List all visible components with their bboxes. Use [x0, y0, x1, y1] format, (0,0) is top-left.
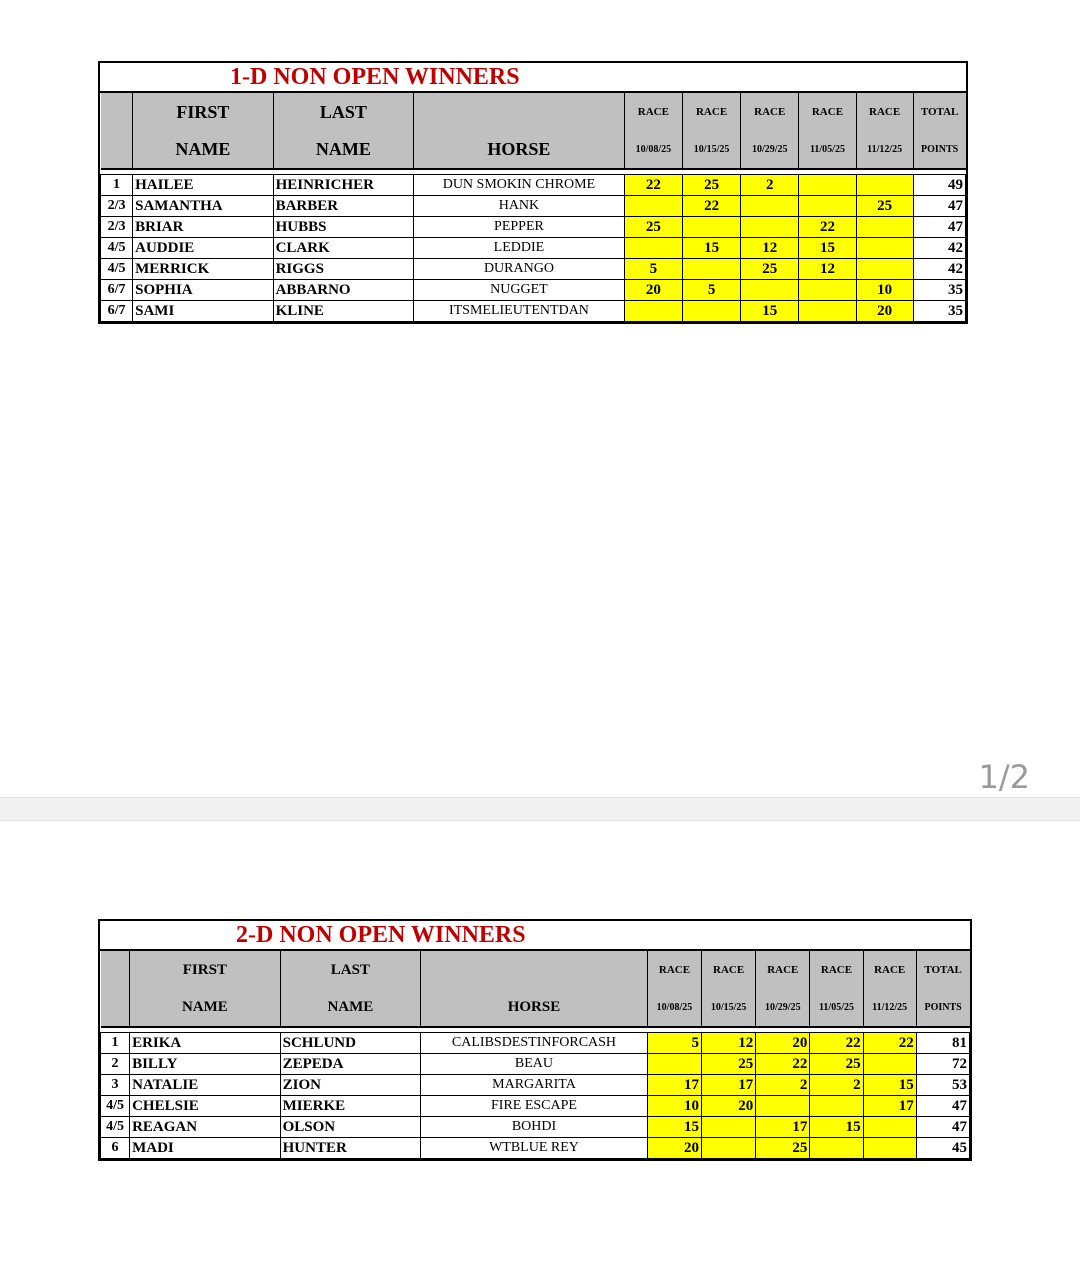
table-row	[101, 259, 966, 280]
race-header-1: RACE	[647, 951, 701, 989]
race-points-cell: 5	[647, 1033, 701, 1054]
rank-header-bottom	[101, 131, 133, 169]
race-points-cell	[810, 1138, 863, 1159]
race-points-cell: 2	[810, 1075, 863, 1096]
rank-cell: 1	[101, 175, 133, 196]
race-points-cell	[624, 238, 682, 259]
race-points-cell: 10	[856, 280, 913, 301]
first-name-cell: SOPHIA	[133, 280, 273, 301]
rank-header	[101, 93, 133, 131]
standings-table-2d	[98, 919, 972, 1161]
first-name-cell: HAILEE	[133, 175, 273, 196]
rank-cell: 4/5	[101, 259, 133, 280]
last-name-cell: KLINE	[273, 301, 413, 322]
race-points-cell: 15	[863, 1075, 916, 1096]
race-points-cell: 25	[682, 175, 740, 196]
race-points-cell: 25	[756, 1138, 810, 1159]
race-points-cell: 15	[647, 1117, 701, 1138]
race-points-cell	[702, 1138, 756, 1159]
table-row	[101, 1117, 970, 1138]
race-points-cell: 2	[741, 175, 799, 196]
first-name-cell: BILLY	[130, 1054, 281, 1075]
last-name-cell: HUNTER	[280, 1138, 420, 1159]
last-name-cell: SCHLUND	[280, 1033, 420, 1054]
horse-header-top	[421, 951, 648, 989]
race-points-cell: 17	[647, 1075, 701, 1096]
first-name-cell: SAMI	[133, 301, 273, 322]
table-row	[101, 217, 966, 238]
last-name-cell: HEINRICHER	[273, 175, 413, 196]
standings-table-1d	[98, 61, 968, 324]
last-name-cell: OLSON	[280, 1117, 420, 1138]
page-indicator: 1/2	[978, 758, 1030, 796]
table-row	[101, 196, 966, 217]
race-date-5: 11/12/25	[863, 989, 916, 1027]
race-date-1: 10/08/25	[647, 989, 701, 1027]
race-points-cell	[741, 196, 799, 217]
horse-cell: HANK	[414, 196, 625, 217]
race-points-cell: 22	[756, 1054, 810, 1075]
standings-grid	[100, 951, 970, 1159]
total-header-top: TOTAL	[913, 93, 965, 131]
horse-cell: FIRE ESCAPE	[421, 1096, 648, 1117]
total-points-cell: 42	[913, 259, 965, 280]
race-points-cell: 20	[647, 1138, 701, 1159]
first-name-cell: BRIAR	[133, 217, 273, 238]
race-points-cell	[799, 280, 856, 301]
race-points-cell: 20	[624, 280, 682, 301]
horse-header: HORSE	[414, 131, 625, 169]
table-row	[101, 1054, 970, 1075]
first-name-cell: MADI	[130, 1138, 281, 1159]
standings-grid	[100, 93, 966, 322]
horse-cell: PEPPER	[414, 217, 625, 238]
race-date-2: 10/15/25	[702, 989, 756, 1027]
race-points-cell	[682, 301, 740, 322]
total-points-cell: 47	[913, 196, 965, 217]
race-header-5: RACE	[863, 951, 916, 989]
rank-cell: 4/5	[101, 1096, 130, 1117]
table-title: 1-D NON OPEN WINNERS	[230, 64, 520, 90]
race-date-4: 11/05/25	[810, 989, 863, 1027]
table-title: 2-D NON OPEN WINNERS	[236, 922, 526, 948]
horse-cell: WTBLUE REY	[421, 1138, 648, 1159]
rank-cell: 3	[101, 1075, 130, 1096]
race-points-cell: 22	[624, 175, 682, 196]
last-name-cell: MIERKE	[280, 1096, 420, 1117]
race-points-cell	[863, 1054, 916, 1075]
table-row	[101, 238, 966, 259]
first-name-cell: NATALIE	[130, 1075, 281, 1096]
total-points-cell: 72	[916, 1054, 969, 1075]
total-points-cell: 47	[913, 217, 965, 238]
first-name-header-top: FIRST	[133, 93, 273, 131]
race-points-cell: 15	[741, 301, 799, 322]
race-points-cell	[799, 175, 856, 196]
horse-cell: BOHDI	[421, 1117, 648, 1138]
rank-cell: 2	[101, 1054, 130, 1075]
horse-cell: LEDDIE	[414, 238, 625, 259]
last-name-header-bottom: NAME	[280, 989, 420, 1027]
race-points-cell	[856, 217, 913, 238]
page-divider	[0, 797, 1080, 821]
rank-cell: 2/3	[101, 196, 133, 217]
race-points-cell	[856, 238, 913, 259]
last-name-cell: ZEPEDA	[280, 1054, 420, 1075]
race-points-cell	[741, 280, 799, 301]
race-date-2: 10/15/25	[682, 131, 740, 169]
race-header-2: RACE	[682, 93, 740, 131]
first-name-cell: SAMANTHA	[133, 196, 273, 217]
race-points-cell: 25	[741, 259, 799, 280]
race-points-cell: 12	[799, 259, 856, 280]
rank-header	[101, 951, 130, 989]
race-points-cell	[856, 259, 913, 280]
first-name-cell: AUDDIE	[133, 238, 273, 259]
race-points-cell: 12	[702, 1033, 756, 1054]
race-header-3: RACE	[741, 93, 799, 131]
horse-cell: DUN SMOKIN CHROME	[414, 175, 625, 196]
race-header-4: RACE	[799, 93, 856, 131]
table-row	[101, 1138, 970, 1159]
race-header-5: RACE	[856, 93, 913, 131]
last-name-cell: ZION	[280, 1075, 420, 1096]
horse-cell: BEAU	[421, 1054, 648, 1075]
race-points-cell	[682, 217, 740, 238]
race-points-cell: 17	[702, 1075, 756, 1096]
race-points-cell: 25	[624, 217, 682, 238]
race-points-cell: 17	[863, 1096, 916, 1117]
total-points-cell: 35	[913, 301, 965, 322]
race-points-cell	[810, 1096, 863, 1117]
last-name-header-bottom: NAME	[273, 131, 413, 169]
rank-cell: 6	[101, 1138, 130, 1159]
rank-cell: 2/3	[101, 217, 133, 238]
rank-cell: 4/5	[101, 1117, 130, 1138]
race-points-cell: 17	[756, 1117, 810, 1138]
total-points-cell: 45	[916, 1138, 969, 1159]
rank-cell: 6/7	[101, 280, 133, 301]
total-points-cell: 47	[916, 1117, 969, 1138]
last-name-cell: BARBER	[273, 196, 413, 217]
rank-cell: 4/5	[101, 238, 133, 259]
table-row	[101, 301, 966, 322]
horse-cell: DURANGO	[414, 259, 625, 280]
race-points-cell: 22	[863, 1033, 916, 1054]
race-header-3: RACE	[756, 951, 810, 989]
total-header-bottom: POINTS	[916, 989, 969, 1027]
race-date-3: 10/29/25	[756, 989, 810, 1027]
race-points-cell: 22	[799, 217, 856, 238]
race-points-cell: 20	[856, 301, 913, 322]
race-points-cell: 20	[756, 1033, 810, 1054]
first-name-cell: CHELSIE	[130, 1096, 281, 1117]
total-points-cell: 81	[916, 1033, 969, 1054]
last-name-header-top: LAST	[273, 93, 413, 131]
table-row	[101, 280, 966, 301]
race-points-cell	[624, 196, 682, 217]
race-points-cell: 15	[810, 1117, 863, 1138]
race-points-cell: 5	[682, 280, 740, 301]
table-row	[101, 1075, 970, 1096]
race-points-cell: 25	[810, 1054, 863, 1075]
first-name-cell: MERRICK	[133, 259, 273, 280]
table-row	[101, 1096, 970, 1117]
race-points-cell	[799, 196, 856, 217]
race-points-cell: 5	[624, 259, 682, 280]
total-points-cell: 42	[913, 238, 965, 259]
horse-header: HORSE	[421, 989, 648, 1027]
table-row	[101, 175, 966, 196]
table-title-row	[100, 921, 970, 951]
race-header-1: RACE	[624, 93, 682, 131]
last-name-header-top: LAST	[280, 951, 420, 989]
horse-cell: CALIBSDESTINFORCASH	[421, 1033, 648, 1054]
race-points-cell	[863, 1138, 916, 1159]
race-date-1: 10/08/25	[624, 131, 682, 169]
first-name-cell: REAGAN	[130, 1117, 281, 1138]
rank-header-bottom	[101, 989, 130, 1027]
race-date-5: 11/12/25	[856, 131, 913, 169]
total-points-cell: 47	[916, 1096, 969, 1117]
last-name-cell: RIGGS	[273, 259, 413, 280]
total-points-cell: 49	[913, 175, 965, 196]
race-points-cell: 15	[799, 238, 856, 259]
total-points-cell: 53	[916, 1075, 969, 1096]
race-points-cell	[624, 301, 682, 322]
last-name-cell: HUBBS	[273, 217, 413, 238]
race-points-cell: 2	[756, 1075, 810, 1096]
race-header-2: RACE	[702, 951, 756, 989]
race-points-cell	[682, 259, 740, 280]
horse-cell: ITSMELIEUTENTDAN	[414, 301, 625, 322]
race-points-cell	[863, 1117, 916, 1138]
race-points-cell: 15	[682, 238, 740, 259]
race-points-cell	[799, 301, 856, 322]
table-row	[101, 1033, 970, 1054]
first-name-header-top: FIRST	[130, 951, 281, 989]
race-points-cell: 20	[702, 1096, 756, 1117]
race-date-3: 10/29/25	[741, 131, 799, 169]
first-name-cell: ERIKA	[130, 1033, 281, 1054]
total-points-cell: 35	[913, 280, 965, 301]
race-header-4: RACE	[810, 951, 863, 989]
race-points-cell	[741, 217, 799, 238]
rank-cell: 1	[101, 1033, 130, 1054]
total-header-top: TOTAL	[916, 951, 969, 989]
race-date-4: 11/05/25	[799, 131, 856, 169]
first-name-header-bottom: NAME	[130, 989, 281, 1027]
last-name-cell: CLARK	[273, 238, 413, 259]
horse-header-top	[414, 93, 625, 131]
race-points-cell: 22	[810, 1033, 863, 1054]
race-points-cell: 10	[647, 1096, 701, 1117]
race-points-cell	[647, 1054, 701, 1075]
race-points-cell	[702, 1117, 756, 1138]
table-title-row	[100, 63, 966, 93]
race-points-cell: 12	[741, 238, 799, 259]
race-points-cell: 25	[856, 196, 913, 217]
first-name-header-bottom: NAME	[133, 131, 273, 169]
total-header-bottom: POINTS	[913, 131, 965, 169]
race-points-cell	[856, 175, 913, 196]
rank-cell: 6/7	[101, 301, 133, 322]
race-points-cell: 22	[682, 196, 740, 217]
race-points-cell	[756, 1096, 810, 1117]
last-name-cell: ABBARNO	[273, 280, 413, 301]
race-points-cell: 25	[702, 1054, 756, 1075]
horse-cell: NUGGET	[414, 280, 625, 301]
horse-cell: MARGARITA	[421, 1075, 648, 1096]
